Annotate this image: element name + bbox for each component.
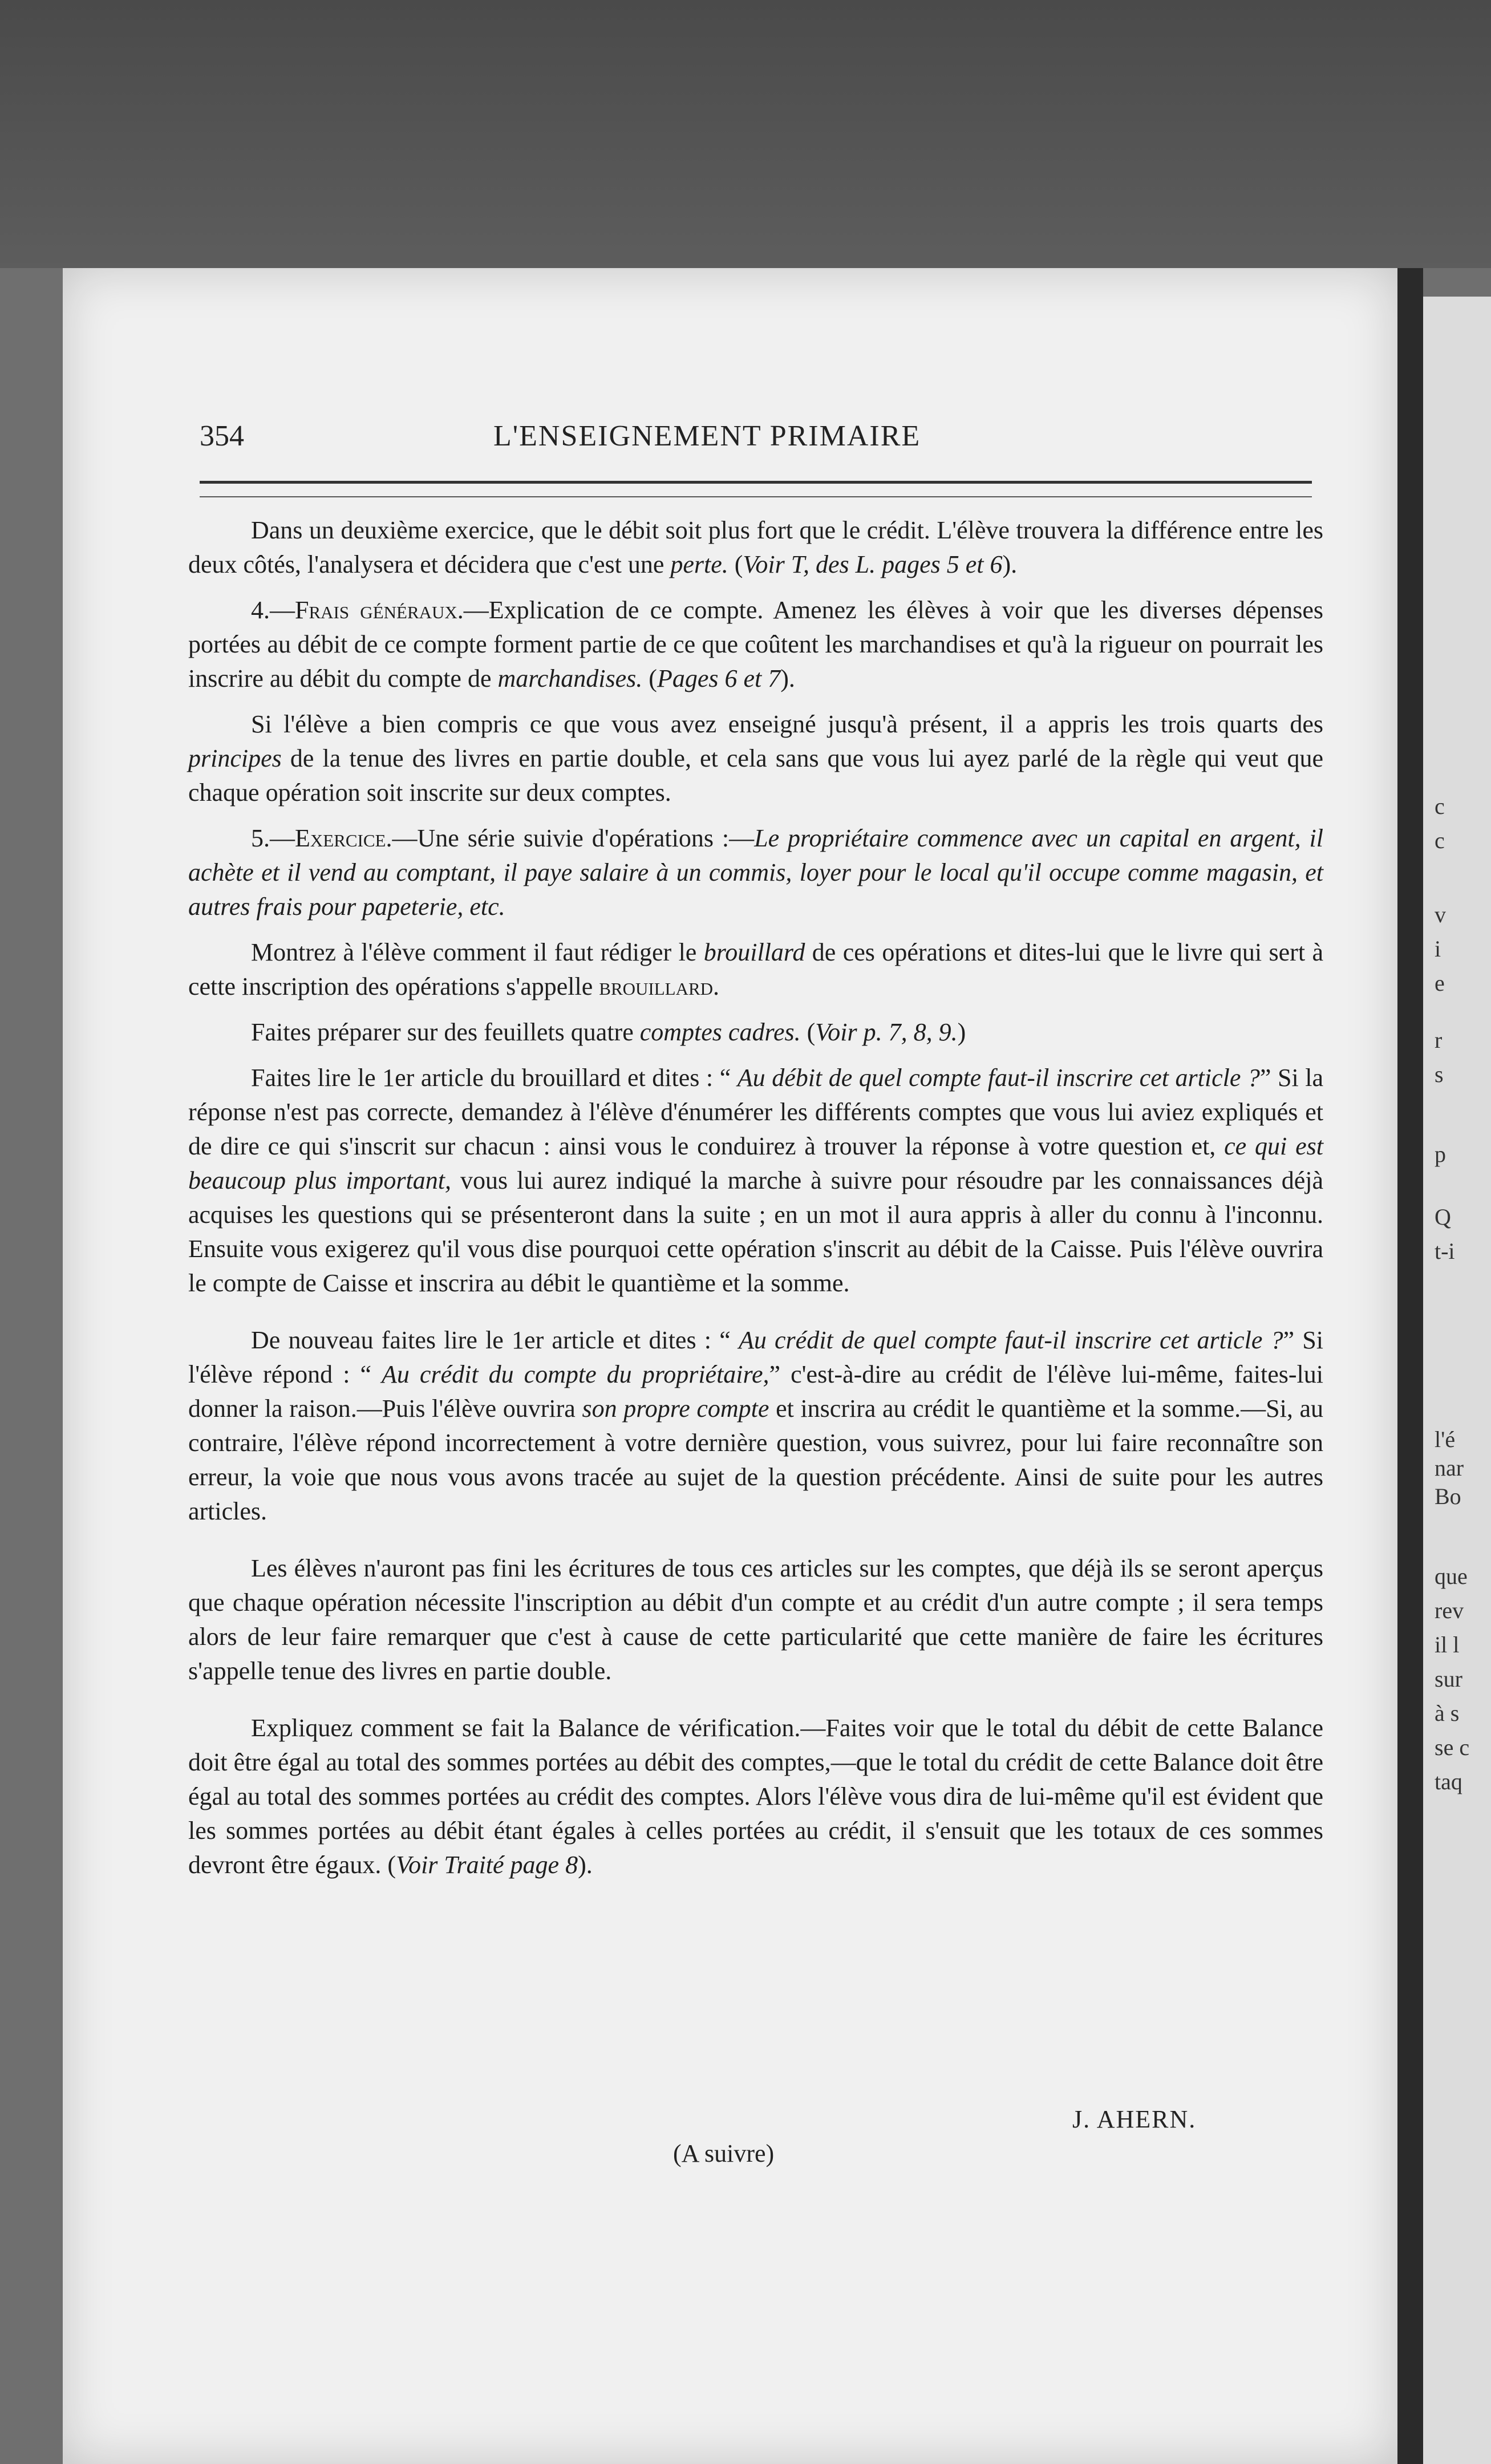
header-rule-thin xyxy=(200,496,1312,497)
adjacent-page-fragment: s xyxy=(1435,1061,1444,1087)
adjacent-page-fragment: t-i xyxy=(1435,1238,1455,1264)
text-segment: ” Si l'élève répond : “ xyxy=(188,1326,1323,1388)
text-segment: ( xyxy=(728,550,743,578)
text-segment: Au crédit du compte du propriétaire, xyxy=(382,1360,769,1388)
adjacent-page-fragment: Q xyxy=(1435,1204,1451,1230)
page-header xyxy=(200,419,1312,459)
text-segment: Voir p. 7, 8, 9. xyxy=(815,1018,958,1046)
paragraph xyxy=(188,593,1323,696)
text-segment: Exercice xyxy=(295,824,386,852)
adjacent-page-fragment: v xyxy=(1435,902,1446,927)
continuation-note: (A suivre) xyxy=(673,2139,775,2167)
text-segment: Faites lire le 1er article du brouillard et dites : “ xyxy=(251,1064,738,1092)
adjacent-page-fragment: nar xyxy=(1435,1455,1464,1481)
text-segment: Expliquez comment se fait la Balance de vérification.—Faites voir que le total du débit de cette Balance doit être égal au total des sommes portées au débit des comptes,—que le total du crédit de cette Balance doit être égal au total des sommes portées au crédit des comptes. Alors l'élève vous dira de lui-même qu'il est évident que les sommes portées au débit étant égales à celles portées au crédit, il s'ensuit que les totaux de ces sommes devront être égaux. ( xyxy=(188,1714,1323,1879)
adjacent-page-fragment: taq xyxy=(1435,1769,1462,1794)
text-segment: ). xyxy=(1002,550,1018,578)
adjacent-page-fragment: il l xyxy=(1435,1632,1460,1657)
text-segment: Le propriétaire commence avec un capital en argent, il achète et il vend au comptant, il paye salaire à un commis, loyer pour le local qu'il occupe comme magasin, et autres frais pour papeterie, etc. xyxy=(188,824,1323,921)
paragraph xyxy=(188,935,1323,1004)
adjacent-page-fragment: sur xyxy=(1435,1666,1462,1692)
text-segment: son propre compte xyxy=(582,1395,769,1423)
text-segment: marchandises. xyxy=(497,664,643,692)
text-segment: perte. xyxy=(670,550,728,578)
text-segment: vous lui aurez indiqué la marche à suivre pour résoudre par les connaissances déjà acquises les questions qui se présenteront dans la suite ; en un mot il aura appris à aller du connu à l'inconnu. Ensuite vous exigerez qu'il vous dise pourquoi cette opération s'inscrit au débit de la Caisse. Puis l'élève ouvrira le compte de Caisse et inscrira au débit le quantième et la somme. xyxy=(188,1166,1323,1297)
text-segment: ( xyxy=(642,664,657,692)
running-title: L'ENSEIGNEMENT PRIMAIRE xyxy=(493,420,921,452)
author-signature: J. AHERN. xyxy=(1072,2105,1197,2133)
adjacent-page-fragment: i xyxy=(1435,936,1441,962)
adjacent-page-edge xyxy=(1423,297,1491,2464)
paragraph xyxy=(188,1551,1323,1688)
adjacent-page-fragment: p xyxy=(1435,1141,1446,1167)
adjacent-page-fragment: Bo xyxy=(1435,1484,1461,1509)
text-segment: comptes cadres. xyxy=(639,1018,801,1046)
header-rule-thick xyxy=(200,481,1312,484)
text-segment: ” c'est-à-dire au crédit de l'élève lui-même, faites-lui donner la raison.—Puis l'élève ouvrira xyxy=(188,1360,1324,1423)
text-segment: 5.— xyxy=(251,824,295,852)
text-segment: Frais généraux xyxy=(295,596,457,624)
text-segment: Si l'élève a bien compris ce que vous avez enseigné jusqu'à présent, il a appris les trois quarts des xyxy=(251,710,1323,738)
adjacent-page-fragment: rev xyxy=(1435,1598,1464,1623)
paragraph xyxy=(188,707,1323,810)
text-segment: .—Une série suivie d'opérations :— xyxy=(386,824,755,852)
text-segment: ). xyxy=(780,664,795,692)
paragraph xyxy=(188,513,1323,582)
paragraph xyxy=(188,1061,1323,1300)
text-segment: ( xyxy=(800,1018,816,1046)
text-segment: Voir T, des L. pages 5 et 6 xyxy=(743,550,1003,578)
text-segment: .—Explication de ce compte. Amenez les élèves à voir que les diverses dépenses portées au débit de ce compte forment partie de ce que coûtent les marchandises et qu'à la rigueur on pourrait les inscrire au débit du compte de xyxy=(188,596,1323,692)
text-segment: ). xyxy=(578,1851,593,1879)
text-segment: Montrez à l'élève comment il faut rédiger le xyxy=(251,938,704,966)
text-segment: brouillard xyxy=(703,938,805,966)
text-segment: Au débit de quel compte faut-il inscrire cet article ? xyxy=(737,1064,1260,1092)
text-segment: Les élèves n'auront pas fini les écritures de tous ces articles sur les comptes, que déjà ils se seront aperçus que chaque opération nécessite l'inscription au débit d'un compte et au crédit d'un autre compte ; il sera temps alors de leur faire remarquer que c'est à cause de cette particularité que cette manière de faire les écritures s'appelle tenue des livres en partie double. xyxy=(188,1554,1323,1685)
text-segment: . xyxy=(713,972,720,1000)
adjacent-page-fragment: e xyxy=(1435,970,1445,996)
text-segment: et inscrira au crédit le quantième et la somme.—Si, au contraire, l'élève répond incorrectement à votre dernière question, vous suivrez, pour lui faire reconnaître son erreur, la voie que nous vous avons tracée au sujet de la question précédente. Ainsi de suite pour les autres articles. xyxy=(188,1395,1323,1525)
text-segment: de ces opérations et dites-lui que le livre qui sert à cette inscription des opérations s'appelle xyxy=(188,938,1323,1000)
book-gutter xyxy=(1397,268,1423,2464)
text-segment: ” Si la réponse n'est pas correcte, demandez à l'élève d'énumérer les différents comptes que vous lui aviez expliqués et de dire ce qui s'inscrit sur chacun : ainsi vous le conduirez à trouver la réponse à votre question et, xyxy=(188,1064,1324,1160)
text-segment: principes xyxy=(188,744,282,772)
paragraph xyxy=(188,821,1323,924)
text-segment: de la tenue des livres en partie double, et cela sans que vous lui ayez parlé de la règle qui veut que chaque opération soit inscrite sur deux comptes. xyxy=(188,744,1323,807)
text-segment: De nouveau faites lire le 1er article et dites : “ xyxy=(251,1326,739,1354)
scanner-background xyxy=(0,0,1491,268)
adjacent-page-fragment: c xyxy=(1435,828,1445,853)
adjacent-page-fragment: l'é xyxy=(1435,1426,1456,1452)
text-segment: Faites préparer sur des feuillets quatre xyxy=(251,1018,640,1046)
page-number: 354 xyxy=(200,420,244,452)
paragraph xyxy=(188,1323,1323,1529)
text-segment: 4.— xyxy=(251,596,295,624)
text-segment: ce qui est beaucoup plus important, xyxy=(188,1132,1323,1194)
paragraph xyxy=(188,1015,1323,1049)
adjacent-page-fragment: c xyxy=(1435,793,1445,819)
text-segment: Pages 6 et 7 xyxy=(657,664,781,692)
adjacent-page-fragment: que xyxy=(1435,1563,1468,1589)
adjacent-page-fragment: r xyxy=(1435,1027,1443,1053)
adjacent-page-fragment: à s xyxy=(1435,1700,1460,1726)
text-segment: Dans un deuxième exercice, que le débit soit plus fort que le crédit. L'élève trouvera la différence entre les deux côtés, l'analysera et décidera que c'est une xyxy=(188,516,1323,578)
text-segment: Au crédit de quel compte faut-il inscrire cet article ? xyxy=(738,1326,1283,1354)
text-segment: Voir Traité page 8 xyxy=(396,1851,578,1879)
text-segment: ) xyxy=(957,1018,966,1046)
text-segment: brouillard xyxy=(599,972,714,1000)
adjacent-page-fragment: se c xyxy=(1435,1734,1470,1760)
article-body xyxy=(188,513,1323,1894)
paragraph xyxy=(188,1711,1323,1882)
